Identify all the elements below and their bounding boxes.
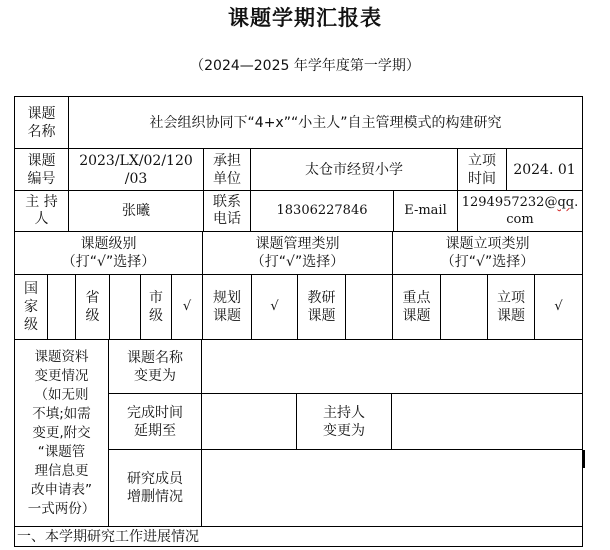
- progress-section-title: 一、本学期研究工作进展情况: [17, 528, 199, 545]
- member-change-label: 研究成员 增删情况: [127, 471, 183, 505]
- phone-value: 18306227846: [276, 203, 368, 218]
- planning-label: 规划 课题: [213, 290, 241, 324]
- city-label: 市 级: [149, 290, 163, 324]
- topic-number-value: 2023/LX/02/120 /03: [79, 152, 193, 187]
- change-info-label: 课题资料 变更情况 （如无则 不填;如需 变更,附交 “课题管 理信息更 改申请表” 一式两份）: [27, 348, 96, 517]
- border-line: [583, 450, 585, 468]
- topic-number-label: 课题 编号: [27, 152, 56, 187]
- email-label: E-mail: [404, 203, 447, 218]
- name-change-field[interactable]: [202, 340, 582, 393]
- teaching-label: 教研 课题: [307, 290, 336, 324]
- approval-date-label: 立项 时间: [468, 152, 496, 187]
- unit-label: 承担 单位: [213, 152, 241, 187]
- approved-label: 立项 课题: [497, 290, 525, 324]
- city-checkbox[interactable]: √: [182, 299, 192, 314]
- host-label: 主 持 人: [25, 194, 58, 227]
- border-line: [14, 546, 583, 547]
- key-checkbox[interactable]: [441, 275, 487, 339]
- name-change-label: 课题名称 变更为: [127, 349, 183, 384]
- key-label: 重点 课题: [402, 290, 431, 324]
- host-change-label: 主持人 变更为: [323, 404, 365, 439]
- deadline-label: 完成时间 延期至: [127, 404, 183, 439]
- approval-date-value: 2024. 01: [513, 161, 576, 178]
- host-value: 张曦: [122, 203, 150, 219]
- topic-name-label: 课题 名称: [27, 105, 56, 140]
- document-subtitle: （2024—2025 年学年度第一学期）: [190, 58, 420, 74]
- phone-label: 联系 电话: [213, 194, 241, 227]
- topic-name-value: 社会组织协同下“4+x”“小主人”自主管理模式的构建研究: [149, 114, 502, 131]
- approved-checkbox[interactable]: √: [554, 299, 563, 314]
- level-header: 课题级别 （打“√”选择）: [61, 236, 156, 270]
- deadline-field[interactable]: [202, 394, 296, 449]
- border-line: [582, 96, 583, 547]
- provincial-label: 省 级: [85, 290, 100, 324]
- teaching-checkbox[interactable]: [346, 275, 392, 339]
- national-checkbox[interactable]: [48, 275, 75, 339]
- approve-header: 课题立项类别 （打“√”选择）: [440, 236, 535, 270]
- manage-header: 课题管理类别 （打“√”选择）: [250, 236, 345, 270]
- planning-checkbox[interactable]: √: [270, 299, 279, 314]
- document-title: 课题学期汇报表: [228, 6, 382, 30]
- email-value: 1294957232@qq. com: [461, 195, 579, 227]
- unit-value: 太仓市经贸小学: [305, 161, 403, 178]
- provincial-checkbox[interactable]: [110, 275, 140, 339]
- host-change-field[interactable]: [392, 394, 582, 449]
- member-change-field[interactable]: [202, 450, 582, 526]
- national-label: 国 家 级: [24, 281, 38, 333]
